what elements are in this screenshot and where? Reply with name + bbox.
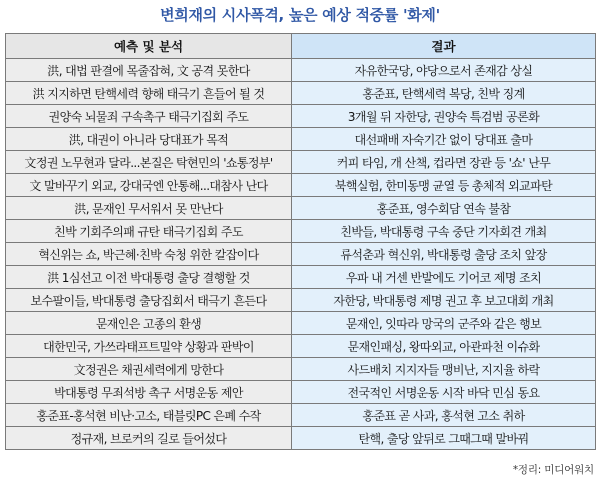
prediction-cell: 친박 기회주의패 규탄 태극기집회 주도: [6, 220, 292, 243]
table-row: [6, 151, 596, 174]
table-row: [6, 266, 596, 289]
table-row: [6, 220, 596, 243]
table-row: [6, 312, 596, 335]
prediction-cell: 洪, 문재인 무서워서 못 만난다: [6, 197, 292, 220]
prediction-cell: 홍준표-홍석현 비난·고소, 태블릿PC 은폐 수작: [6, 404, 292, 427]
result-cell: 탄핵, 출당 앞뒤로 그때그때 말바꿔: [292, 427, 596, 450]
table-row: [6, 174, 596, 197]
table-row: [6, 128, 596, 151]
result-cell: 사드배치 지지자들 맹비난, 지지율 하락: [292, 358, 596, 381]
result-cell: 홍준표, 탄핵세력 복당, 친박 징계: [292, 82, 596, 105]
result-cell: 친박들, 박대통령 구속 중단 기자회견 개최: [292, 220, 596, 243]
result-cell: 커피 타임, 개 산책, 컵라면 장관 등 '쇼' 난무: [292, 151, 596, 174]
table-row: [6, 105, 596, 128]
prediction-cell: 文 말바꾸기 외교, 강대국엔 안통해...대참사 난다: [6, 174, 292, 197]
prediction-cell: 洪, 대권이 아니라 당대표가 목적: [6, 128, 292, 151]
table-row: [6, 82, 596, 105]
header-prediction: 예측 및 분석: [6, 34, 292, 59]
result-cell: 북핵실험, 한미동맹 균열 등 총체적 외교파탄: [292, 174, 596, 197]
result-cell: 자한당, 박대통령 제명 권고 후 보고대회 개최: [292, 289, 596, 312]
result-cell: 자유한국당, 야당으로서 존재감 상실: [292, 59, 596, 82]
result-cell: 대선패배 자숙기간 없이 당대표 출마: [292, 128, 596, 151]
result-cell: 홍준표 곧 사과, 홍석현 고소 취하: [292, 404, 596, 427]
source-footnote: *정리: 미디어워치: [512, 464, 594, 476]
prediction-cell: 정규재, 브로커의 길로 들어섰다: [6, 427, 292, 450]
prediction-cell: 洪 지지하면 탄핵세력 향해 태극기 흔들어 될 것: [6, 82, 292, 105]
prediction-cell: 文정권 노무현과 달라...본질은 탁현민의 '쇼통정부': [6, 151, 292, 174]
header-result: 결과: [292, 34, 596, 59]
prediction-cell: 洪, 대법 판결에 목줄잡혀, 文 공격 못한다: [6, 59, 292, 82]
result-cell: 홍준표, 영수회담 연속 불참: [292, 197, 596, 220]
prediction-cell: 문재인은 고종의 환생: [6, 312, 292, 335]
table-row: [6, 335, 596, 358]
table-row: [6, 427, 596, 450]
prediction-cell: 박대통령 무죄석방 촉구 서명운동 제안: [6, 381, 292, 404]
table-header-row: [6, 34, 596, 59]
table-row: [6, 404, 596, 427]
table-row: [6, 197, 596, 220]
prediction-cell: 혁신위는 쇼, 박근혜·친박 숙청 위한 칼잡이다: [6, 243, 292, 266]
result-cell: 류석춘과 혁신위, 박대통령 출당 조치 앞장: [292, 243, 596, 266]
table-row: [6, 289, 596, 312]
result-cell: 전국적인 서명운동 시작 바닥 민심 동요: [292, 381, 596, 404]
prediction-table: [5, 33, 596, 450]
table-row: [6, 243, 596, 266]
prediction-cell: 文정권은 채권세력에게 망한다: [6, 358, 292, 381]
table-row: [6, 358, 596, 381]
prediction-cell: 권양숙 뇌물죄 구속촉구 태극기집회 주도: [6, 105, 292, 128]
page-title: 변희재의 시사폭격, 높은 예상 적중률 '화제': [160, 6, 440, 24]
table-row: [6, 59, 596, 82]
prediction-cell: 대한민국, 가쓰라태프트밀약 상황과 판박이: [6, 335, 292, 358]
result-cell: 문재인, 잇따라 망국의 군주와 같은 행보: [292, 312, 596, 335]
table-row: [6, 381, 596, 404]
prediction-cell: 보수팔이들, 박대통령 출당집회서 태극기 흔든다: [6, 289, 292, 312]
table-body: [6, 59, 596, 450]
result-cell: 3개월 뒤 자한당, 권양숙 특검범 공론화: [292, 105, 596, 128]
result-cell: 문재인패싱, 왕따외교, 아관파천 이슈화: [292, 335, 596, 358]
result-cell: 우파 내 거센 반발에도 기어코 제명 조치: [292, 266, 596, 289]
prediction-cell: 洪 1심선고 이전 박대통령 출당 결행할 것: [6, 266, 292, 289]
